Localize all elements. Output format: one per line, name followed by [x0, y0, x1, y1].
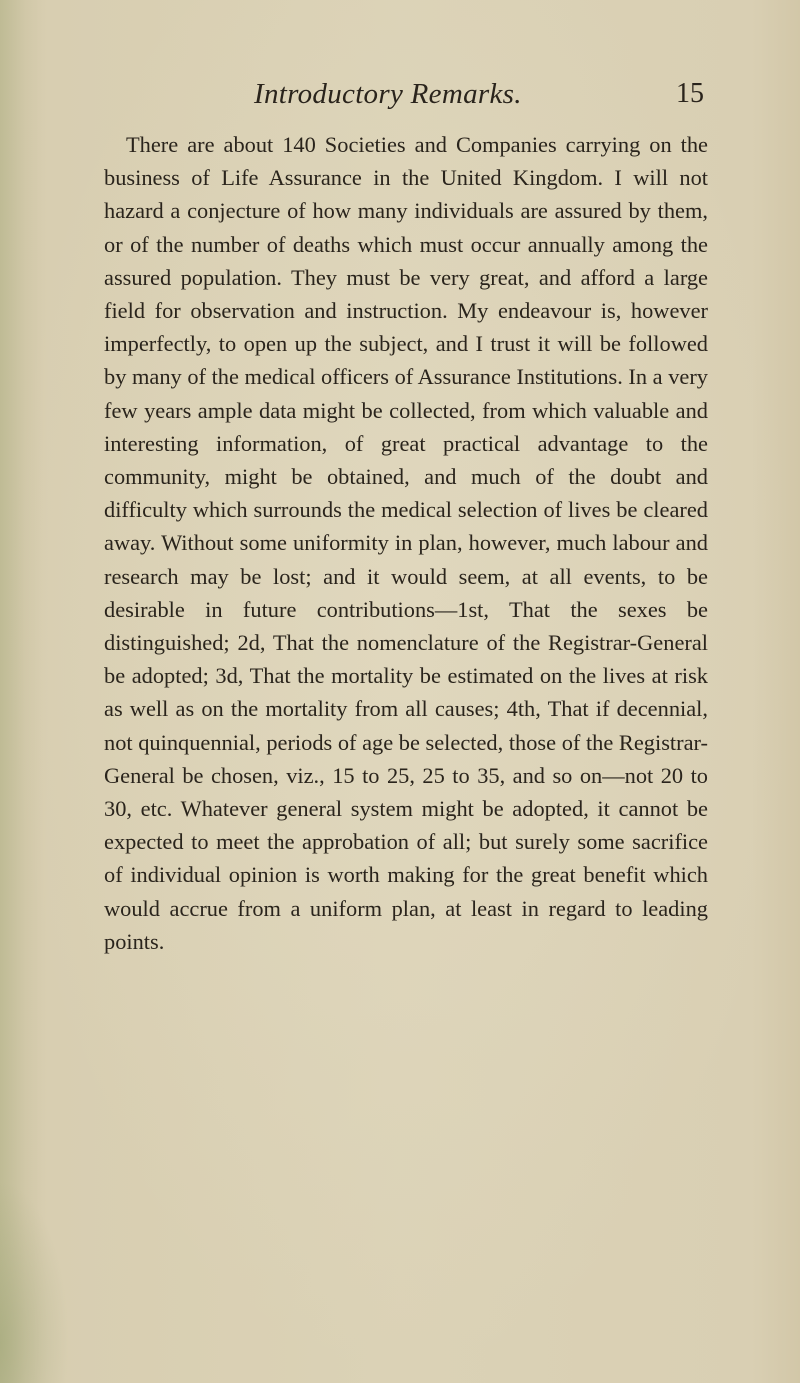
- body-paragraph: There are about 140 Societies and Companies carrying on the business of Life Assurance in the United Kingdom. I will not hazard a conjecture of how many individuals are assured by them, or of the number of deaths which must occur annually among the assured population. They must be very great, and afford a large field for observation and instruction. My endeavour is, however imperfectly, to open up the subject, and I trust it will be followed by many of the medical officers of Assurance Institutions. In a very few years ample data might be collected, from which valuable and interesting information, of great practical advantage to the community, might be obtained, and much of the doubt and difficulty which surrounds the medical selection of lives be cleared away. Without some uniformity in plan, however, much labour and research may be lost; and it would seem, at all events, to be desirable in future contributions—1st, That the sexes be distinguished; 2d, That the nomenclature of the Registrar-General be adopted; 3d, That the mortality be estimated on the lives at risk as well as on the mortality from all causes; 4th, That if decennial, not quinquennial, periods of age be selected, those of the Registrar-General be chosen, viz., 15 to 25, 25 to 35, and so on—not 20 to 30, etc. Whatever general system might be adopted, it cannot be expected to meet the approbation of all; but surely some sacrifice of individual opinion is worth making for the great benefit which would accrue from a uniform plan, at least in regard to leading points.: [104, 132, 708, 954]
- page-number: 15: [676, 78, 704, 109]
- running-title: Introductory Remarks.: [254, 78, 522, 110]
- page-header: [104, 72, 708, 116]
